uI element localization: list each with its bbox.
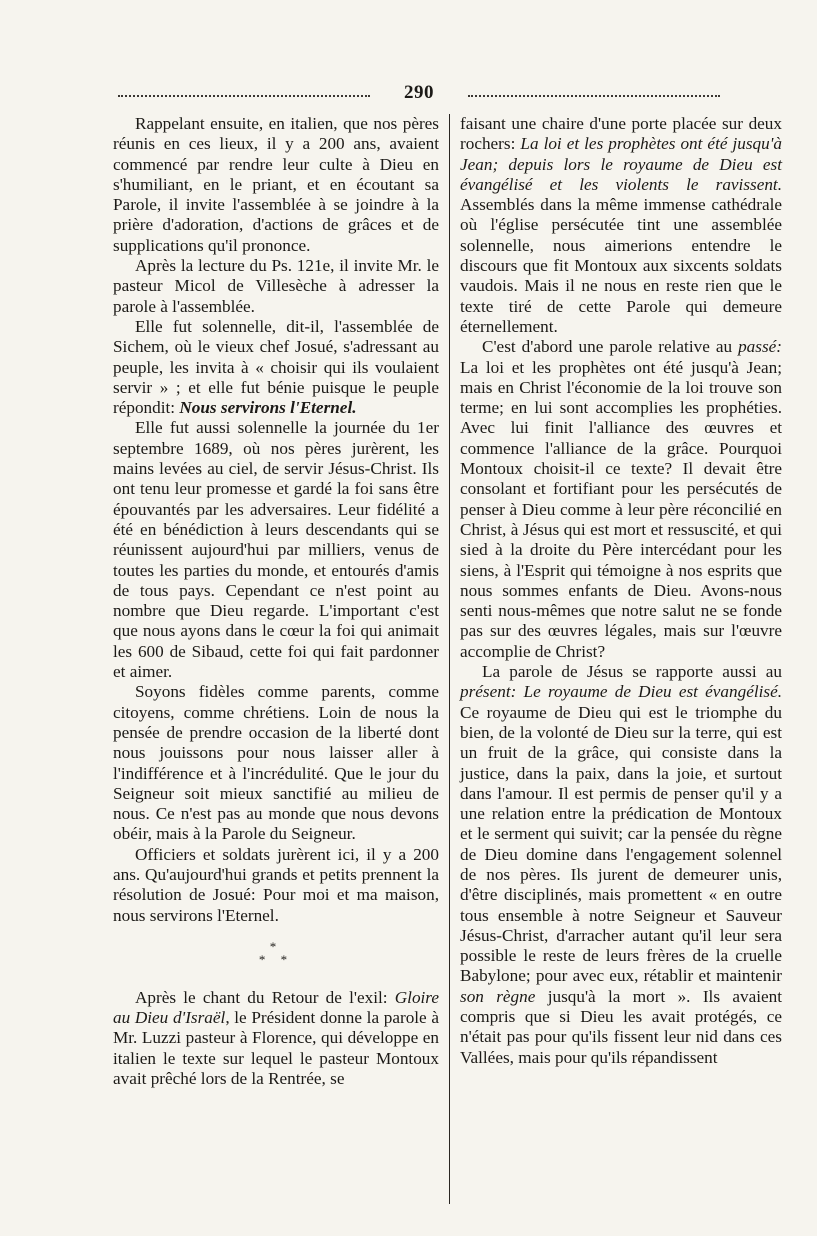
paragraph	[113, 317, 439, 418]
header-rule-right	[468, 95, 720, 97]
paragraph-text: jusqu'à la mort ». Ils avaient compris que si Dieu les avait protégés, ce n'était pas pour qu'ils fissent leur nid dans ces Vallées, mais pour qu'ils répandissent	[460, 986, 782, 1067]
section-separator	[113, 940, 439, 966]
paragraph-text: La loi et les prophètes ont été jusqu'à Jean; mais en Christ l'économie de la loi trouve son terme; en lui sont accomplies les prophéties. Avec lui finit l'alliance des œuvres et commence l'alliance de la grâce. Pourquoi Montoux choisit-il ce texte? Il devait être consolant et fortifiant pour les persécutés de penser à Dieu comme à leur père réconcilié en Christ, à Jésus qui est mort et ressuscité, et qui sied à la droite du Père intercédant pour les siens, à l'Esprit qui témoigne à nos esprits que nous sommes enfants de Dieu. Avons-nous senti nous-mêmes que notre salut ne se fonde pas sur des œuvres légales, mais sur l'œuvre accomplie de Christ?	[460, 357, 782, 661]
emphasis: passé:	[738, 337, 782, 357]
left-column	[113, 114, 439, 1089]
page-header	[118, 82, 720, 106]
paragraph-text: Elle fut solennelle, dit-il, l'assemblée de Sichem, où le vieux chef Josué, s'adressant au peuple, les invita à « choisir qui ils voulaient servir » ; et elle fut bénie puisque le peuple répondit:	[113, 316, 439, 418]
paragraph	[460, 114, 782, 337]
asterisk-top: *	[269, 938, 283, 954]
hymn-title: Gloire au Dieu d'Israël	[113, 987, 439, 1028]
paragraph	[460, 662, 782, 1068]
paragraph-text: faisant une chaire d'une porte placée sur deux rochers:	[460, 114, 782, 154]
paragraph-text: Après le chant du Retour de l'exil:	[135, 987, 395, 1007]
emphasis: son règne	[460, 986, 536, 1006]
paragraph	[460, 337, 782, 662]
emphasis: présent: Le royaume de Dieu est évangélisé.	[460, 682, 782, 702]
paragraph-text: La parole de Jésus se rapporte aussi au	[482, 662, 782, 682]
paragraph	[113, 988, 439, 1089]
paragraph: Rappelant ensuite, en italien, que nos pères réunis en ces lieux, il y a 200 ans, avaient commencé par rendre leur culte à Dieu en s'humiliant, en le priant, et en écoutant sa Parole, il invite l'assemblée à se joindre à la prière d'adoration, d'actions de grâces et de supplications qu'il prononce.	[113, 114, 439, 255]
right-column	[460, 114, 782, 1068]
paragraph: Soyons fidèles comme parents, comme citoyens, comme chrétiens. Loin de nous la pensée de prendre occasion de la liberté dont nous jouissons pour nous laisser aller à l'indifférence et à l'incrédulité. Que le jour du Seigneur soit mieux sanctifié au milieu de nous. Ce n'est pas au monde que nous devons obéir, mais à la Parole du Seigneur.	[113, 682, 439, 844]
asterisk-bottom: * *	[258, 951, 294, 967]
paragraph-text: Ce royaume de Dieu qui est le triomphe du bien, de la volonté de Dieu sur la terre, qui est un fruit de la grâce, qui consiste dans la justice, dans la paix, dans la joie, et surtout dans l'amour. Il est permis de penser qu'il y a une relation entre la prédication de Montoux et le serment qui suivit; car la pensée du règne de Dieu domine dans l'engagement solennel de nos pères. Ils jurent de demeurer unis, d'être disciplinés, mais promettent « en outre tous ensemble à notre Seigneur et Sauveur Jésus-Christ, d'arracher autant qu'il leur sera possible le reste de leurs frères de la cruelle Babylone; pour avec eux, rétablir et maintenir	[460, 702, 782, 986]
paragraph: Officiers et soldats jurèrent ici, il y a 200 ans. Qu'aujourd'hui grands et petits prennent la résolution de Josué: Pour moi et ma maison, nous servirons l'Eternel.	[113, 844, 439, 925]
scripture-quote: La loi et les prophètes ont été jusqu'à Jean; depuis lors le royaume de Dieu est évangélisé et les violents le ravissent.	[460, 134, 783, 194]
paragraph: Elle fut aussi solennelle la journée du 1er septembre 1689, où nos pères jurèrent, les mains levées au ciel, de servir Jésus-Christ. Ils ont tenu leur promesse et gardé la foi sans être épouvantés par les adversaires. Leur fidélité a été en bénédiction à leurs descendants qui se réunissent aujourd'hui par milliers, venus de toutes les parties du monde, et entourés d'amis de tous pays. Cependant ce n'est point au nombre que Dieu regarde. L'important c'est que nous ayons dans le cœur la foi qui animait les 600 de Sibaud, cette foi qui fait pardonner et aimer.	[113, 418, 439, 682]
emphasis: Nous servirons l'Eternel.	[179, 398, 357, 418]
paragraph: Après la lecture du Ps. 121e, il invite Mr. le pasteur Micol de Villesèche à adresser la parole à l'assemblée.	[113, 256, 439, 316]
paragraph-text: C'est d'abord une parole relative au	[482, 337, 739, 357]
paragraph-text: Assemblés dans la même immense cathédrale où l'église persécutée tint une assemblée solennelle, nous aimerions entendre le discours que fit Montoux aux sixcents soldats vaudois. Mais il ne nous en reste rien que le texte tiré de cette Parole qui demeure éternellement.	[460, 195, 782, 336]
page-number: 290	[404, 82, 434, 103]
paragraph-text: , le Président donne la parole à Mr. Luzzi pasteur à Florence, qui développe en italien le texte sur lequel le pasteur Montoux avait prêché lors de la Rentrée, se	[113, 1008, 439, 1089]
column-divider	[449, 114, 450, 1204]
